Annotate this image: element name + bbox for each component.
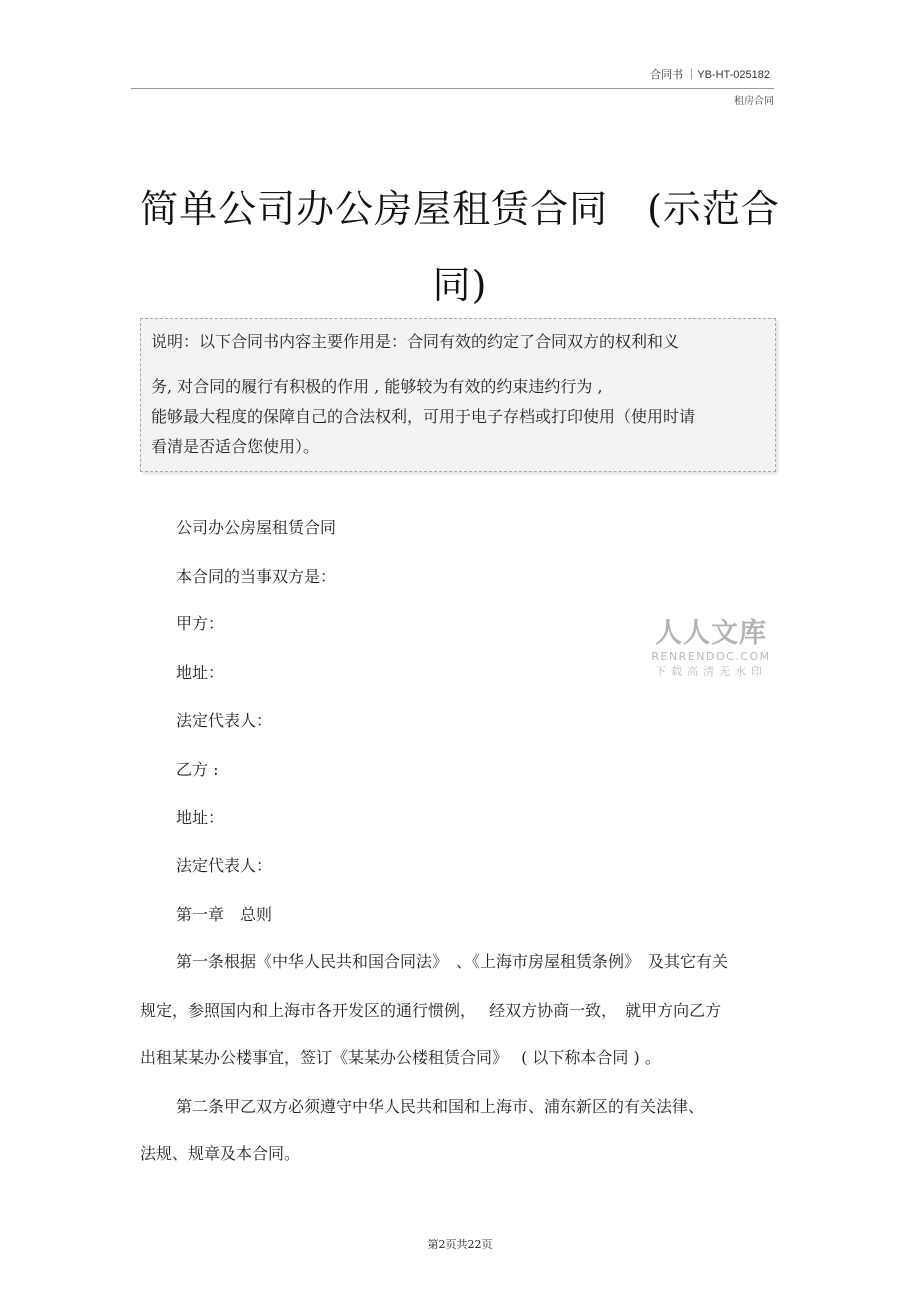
document-title-line-2: 同) bbox=[432, 263, 488, 307]
party-a-address-label: 地址： bbox=[176, 663, 225, 682]
party-b-label: 乙方 : bbox=[176, 760, 219, 779]
parties-intro: 本合同的当事双方是： bbox=[176, 567, 337, 586]
party-b-representative-label: 法定代表人： bbox=[176, 856, 273, 875]
article-2-line-1: 第二条甲乙双方必须遵守中华人民共和国和上海市、浦东新区的有关法律、 bbox=[176, 1097, 705, 1116]
party-b-address-label: 地址： bbox=[176, 808, 225, 827]
contract-name: 公司办公房屋租赁合同 bbox=[176, 518, 337, 537]
document-title-line-1: 简单公司办公房屋租赁合同 (示范合 bbox=[140, 187, 780, 231]
article-2-line-2: 法规、规章及本合同。 bbox=[140, 1144, 301, 1163]
description-line: 务, 对合同的履行有积极的作用 , 能够较为有效的约束违约行为 , bbox=[151, 377, 603, 396]
description-line: 能够最大程度的保障自己的合法权利，可用于电子存档或打印使用（使用时请 bbox=[151, 407, 696, 426]
party-a-representative-label: 法定代表人： bbox=[176, 711, 273, 730]
watermark-logo bbox=[648, 618, 774, 679]
header-divider bbox=[131, 88, 774, 89]
article-1-line-2: 规定，参照国内和上海市各开发区的通行惯例， 经双方协商一致， 就甲方向乙方 bbox=[140, 1001, 722, 1020]
party-a-label: 甲方： bbox=[176, 614, 225, 633]
document-code: 合同书 ｜YB-HT-025182 bbox=[650, 69, 770, 81]
document-category: 租房合同 bbox=[734, 96, 774, 107]
watermark-url: RENRENDOC.COM bbox=[651, 650, 771, 663]
description-line: 看清是否适合您使用）。 bbox=[151, 437, 320, 456]
article-1-line-1: 第一条根据《中华人民共和国合同法》 、《上海市房屋租赁条例》 及其它有关 bbox=[176, 952, 729, 971]
description-box bbox=[140, 318, 776, 472]
watermark-tagline: 下载高清无水印 bbox=[655, 665, 767, 678]
watermark-brand: 人人文库 bbox=[655, 618, 767, 649]
page-number: 第2页共22页 bbox=[427, 1238, 493, 1251]
description-line: 说明：以下合同书内容主要作用是：合同有效的约定了合同双方的权利和义 bbox=[151, 332, 680, 351]
chapter-heading: 第一章 总则 bbox=[176, 905, 273, 924]
article-1-line-3: 出租某某办公楼事宜，签订《某某办公楼租赁合同》 ( 以下称本合同 ) 。 bbox=[140, 1048, 661, 1067]
